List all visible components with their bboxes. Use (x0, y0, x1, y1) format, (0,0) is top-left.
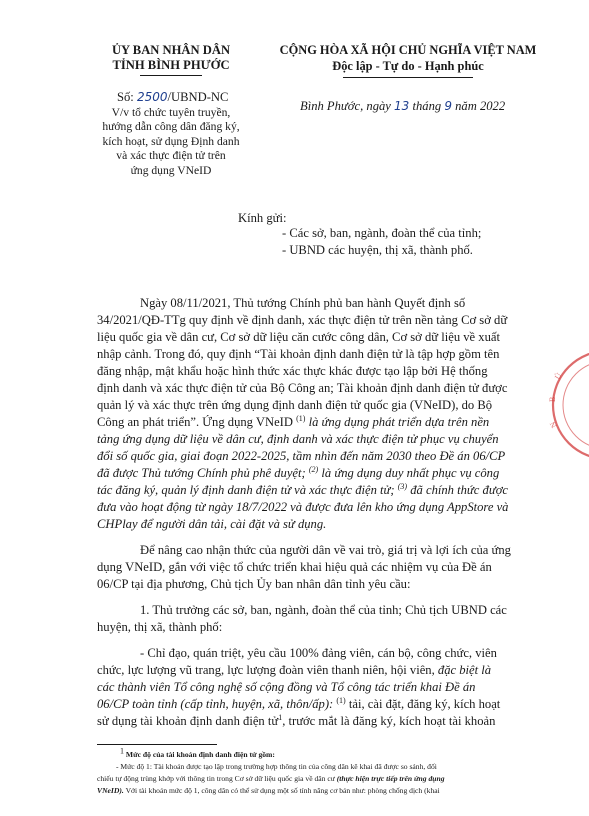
superscript-ref: (3) (397, 481, 408, 491)
recipient-item: - UBND các huyện, thị xã, thành phố. (282, 243, 473, 257)
body-text: , trước mắt là đăng ký, kích hoạt tài khoản (282, 714, 496, 728)
seal-text-mark: Ủ (552, 371, 564, 381)
body-line (97, 714, 495, 729)
document-number (117, 90, 228, 105)
body-text-italic: đặc biệt là (437, 663, 492, 677)
body-line: các thành viên Tổ công nghệ số cộng đồng và Tổ công tác triển khai Đề án (97, 680, 476, 694)
footnote-title-text: Mức độ của tài khoản định danh điện tử gồm: (125, 750, 275, 759)
seal-text-mark: N (548, 419, 559, 430)
date-year: năm 2022 (455, 99, 506, 113)
body-text-italic: tác đăng ký, quản lý định danh điện tử và xác thực điện tử; (97, 483, 395, 497)
footnote-mark: 1 (120, 746, 124, 756)
body-text-italic: là ứng dụng phát triển dựa trên nền (308, 415, 490, 429)
body-text-italic: đã chính thức được (410, 483, 508, 497)
seal-text-mark: B (548, 396, 557, 402)
body-text-italic: đã được Thủ tướng Chính phủ phê duyệt; (97, 466, 306, 480)
body-line (97, 483, 508, 498)
body-line: Ngày 08/11/2021, Thủ tướng Chính phủ ban hành Quyết định số (140, 296, 466, 310)
subject-line: kích hoạt, sử dụng Định danh (102, 134, 240, 148)
body-text: sử dụng tài khoản định danh điện tử (97, 714, 279, 728)
body-line: 1. Thủ trưởng các sở, ban, ngành, đoàn thể của tỉnh; Chủ tịch UBND các (140, 603, 507, 617)
superscript-ref: (1) (296, 413, 306, 423)
body-line (97, 415, 489, 430)
body-line: 06/CP tại địa phương, Chủ tịch Ủy ban nhân dân tỉnh yêu cầu: (97, 577, 411, 591)
body-line: CHPlay để người dân tải, cài đặt và sử dụng. (97, 517, 327, 531)
body-line (97, 697, 500, 712)
handwritten-number: 2500 (136, 90, 168, 104)
right-header-divider (343, 77, 473, 78)
issuing-agency: ỦY BAN NHÂN DÂN (111, 43, 231, 57)
body-line: đưa vào hoạt động từ ngày 18/7/2022 và được đưa lên kho ứng dụng AppStore và (97, 500, 509, 514)
footnote-line (97, 786, 440, 795)
footnote-text-emphasis: (thực hiện trực tiếp trên ứng dụng (336, 774, 445, 783)
body-text: tải, cài đặt, đăng ký, kích hoạt (348, 697, 501, 711)
date-day: 13 (394, 99, 410, 113)
body-line: - Chỉ đạo, quán triệt, yêu cầu 100% đảng viên, cán bộ, công chức, viên (140, 646, 497, 660)
body-line: tảng ứng dụng dữ liệu về dân cư, định danh và xác thực điện tử phục vụ chuyển (97, 432, 499, 446)
body-line: dụng VNeID, gắn với việc tổ chức triển khai hiệu quả các nhiệm vụ của Đề án (97, 560, 492, 574)
body-line: quản lý và xác thực trên ứng dụng định danh điện tử quốc gia (VNeID), do Bộ (97, 398, 493, 412)
date-month: 9 (444, 99, 452, 113)
body-text: Công an phát triển”. Ứng dụng VNeID (97, 415, 293, 429)
subject-line: V/v tổ chức tuyên truyền, (111, 106, 231, 119)
body-text-italic: 06/CP toàn tỉnh (cấp tỉnh, huyện, xã, thôn/ấp): (97, 697, 334, 711)
footnote-text-emphasis: VNeID). (97, 786, 124, 795)
superscript-ref: (2) (308, 464, 319, 474)
issuing-province: TỈNH BÌNH PHƯỚC (112, 58, 230, 72)
recipient-item: - Các sở, ban, ngành, đoàn thể của tỉnh; (282, 226, 482, 240)
official-seal (545, 340, 589, 470)
number-suffix: /UBND-NC (167, 90, 229, 104)
date-prefix: Bình Phước, ngày (300, 99, 391, 113)
body-line: đăng nhập, mật khẩu hoặc hình thức xác thực khác được tạo lập bởi Hệ thống (97, 364, 488, 378)
date-month-label: tháng (412, 99, 442, 113)
body-line: đổi số quốc gia, giai đoạn 2022-2025, tầm nhìn đến năm 2030 theo Đề án 06/CP (97, 449, 506, 463)
subject-line: hướng dẫn công dân đăng ký, (102, 120, 240, 134)
body-text: chức, lực lượng vũ trang, lực lượng đoàn viên thanh niên, hội viên, (97, 663, 435, 677)
recipients-label: Kính gửi: (238, 211, 287, 225)
body-line: 34/2021/QĐ-TTg quy định về định danh, xác thực điện tử trên nền tảng Cơ sở dữ (97, 313, 508, 327)
superscript-ref: (1) (336, 695, 346, 705)
nation-title: CỘNG HÒA XÃ HỘI CHỦ NGHĨA VIỆT NAM (279, 43, 537, 57)
body-line: liệu quốc gia về dân cư, Cơ sở dữ liệu căn cước công dân, Cơ sở dữ liệu về xuất (97, 330, 500, 344)
body-line (97, 663, 491, 678)
body-line: nhập cảnh. Trong đó, quy định “Tài khoản định danh điện tử là tập hợp gồm tên (97, 347, 500, 361)
subject-line: ứng dụng VNeID (130, 163, 212, 177)
subject-line: và xác thực điện tử trên (116, 149, 226, 163)
footnote-ref: 1 (278, 712, 283, 722)
footnote-text: chiếu tự động trùng khớp với thông tin trong Cơ sở dữ liệu quốc gia về dân cư (97, 774, 335, 783)
issue-date (300, 99, 505, 114)
nation-motto: Độc lập - Tự do - Hạnh phúc (332, 59, 484, 73)
footnote-divider (97, 744, 217, 745)
footnote-line: - Mức độ 1: Tài khoản được tạo lập trong trường hợp thông tin của công dân kê khai đã được so sánh, đối (116, 762, 437, 771)
left-header-divider (140, 75, 202, 76)
body-line: huyện, thị xã, thành phố: (97, 620, 223, 634)
body-line: định danh và xác thực điện tử của Bộ Công an; Tài khoản định danh điện tử được (97, 381, 508, 395)
body-line (97, 466, 499, 481)
footnote-title (120, 746, 275, 759)
seal-inner-ring (563, 361, 589, 449)
footnote-line (97, 774, 445, 783)
number-prefix: Số: (117, 90, 134, 104)
body-line: Để nâng cao nhận thức của người dân về vai trò, giá trị và lợi ích của ứng (140, 543, 511, 557)
footnote-text: Với tài khoản mức độ 1, công dân có thể sử dụng một số tính năng cơ bản như: phòng chống dịch (khai (125, 786, 440, 795)
body-text-italic: là ứng dụng duy nhất phục vụ công (321, 466, 500, 480)
subject-block (86, 106, 256, 178)
